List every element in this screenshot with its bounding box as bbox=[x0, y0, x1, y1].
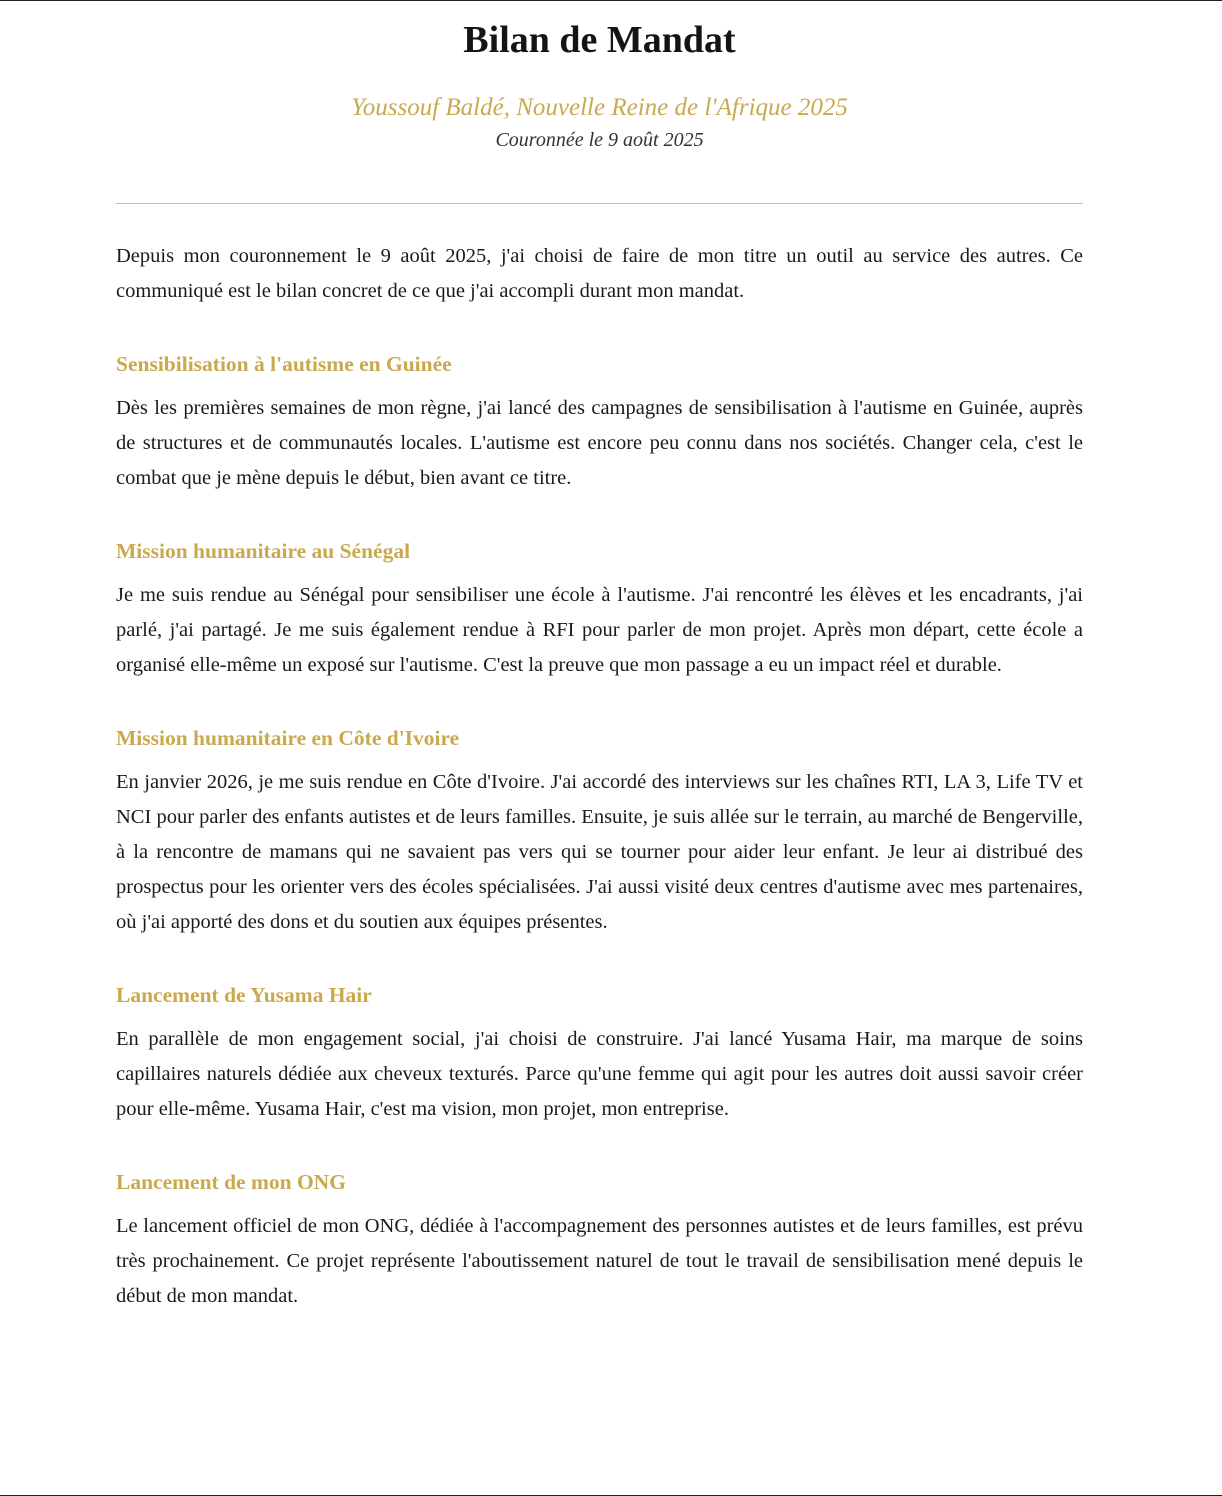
section-text: Dès les premières semaines de mon règne, j'ai lancé des campagnes de sensibilisation à l'autisme en Guinée, auprès de structures et de communautés locales. L'autisme est encore peu connu dans nos sociétés. Changer cela, c'est le combat que je mène depuis le début, bien avant ce titre. bbox=[116, 397, 1083, 489]
section-text: En janvier 2026, je me suis rendue en Côte d'Ivoire. J'ai accordé des interviews sur les chaînes RTI, LA 3, Life TV et NCI pour parler des enfants autistes et de leurs familles. Ensuite, je suis allée sur le terrain, au marché de Bengerville, à la rencontre de mamans qui ne savaient pas vers qui se tourner pour aider leur enfant. Je leur ai distribué des prospectus pour les orienter vers des écoles spécialisées. J'ai aussi visité deux centres d'autisme avec mes partenaires, où j'ai apporté des dons et du soutien aux équipes présentes. bbox=[116, 771, 1083, 933]
section-text: En parallèle de mon engagement social, j'ai choisi de construire. J'ai lancé Yusama Hair, ma marque de soins capillaires naturels dédiée aux cheveux texturés. Parce qu'une femme qui agit pour les autres doit aussi savoir créer pour elle-même. Yusama Hair, c'est ma vision, mon projet, mon entreprise. bbox=[116, 1028, 1083, 1120]
section-text: Je me suis rendue au Sénégal pour sensibiliser une école à l'autisme. J'ai rencontré les élèves et les encadrants, j'ai parlé, j'ai partagé. Je me suis également rendue à RFI pour parler de mon projet. Après mon départ, cette école a organisé elle-même un exposé sur l'autisme. C'est la preuve que mon passage a eu un impact réel et durable. bbox=[116, 584, 1083, 676]
document-title: Bilan de Mandat bbox=[463, 19, 736, 61]
section-mission-cote-divoire bbox=[116, 723, 1083, 940]
section-heading: Sensibilisation à l'autisme en Guinée bbox=[116, 352, 452, 376]
section-mission-senegal bbox=[116, 536, 1083, 683]
header-divider bbox=[116, 203, 1083, 204]
section-ong-launch bbox=[116, 1167, 1083, 1314]
document-subtitle: Youssouf Baldé, Nouvelle Reine de l'Afrique 2025 bbox=[351, 94, 848, 121]
section-heading: Mission humanitaire au Sénégal bbox=[116, 539, 411, 563]
document-page bbox=[116, 1, 1083, 1314]
section-heading: Lancement de Yusama Hair bbox=[116, 983, 372, 1007]
section-autism-guinea bbox=[116, 349, 1083, 496]
coronation-date: Couronnée le 9 août 2025 bbox=[495, 129, 704, 151]
intro-paragraph: Depuis mon couronnement le 9 août 2025, j'ai choisi de faire de mon titre un outil au service des autres. Ce communiqué est le bilan concret de ce que j'ai accompli durant mon mandat. bbox=[116, 245, 1083, 302]
section-text: Le lancement officiel de mon ONG, dédiée à l'accompagnement des personnes autistes et de leurs familles, est prévu très prochainement. Ce projet représente l'aboutissement naturel de tout le travail de sensibilisation mené depuis le début de mon mandat. bbox=[116, 1215, 1083, 1307]
section-heading: Mission humanitaire en Côte d'Ivoire bbox=[116, 726, 460, 750]
section-yusama-hair bbox=[116, 980, 1083, 1127]
section-heading: Lancement de mon ONG bbox=[116, 1170, 346, 1194]
